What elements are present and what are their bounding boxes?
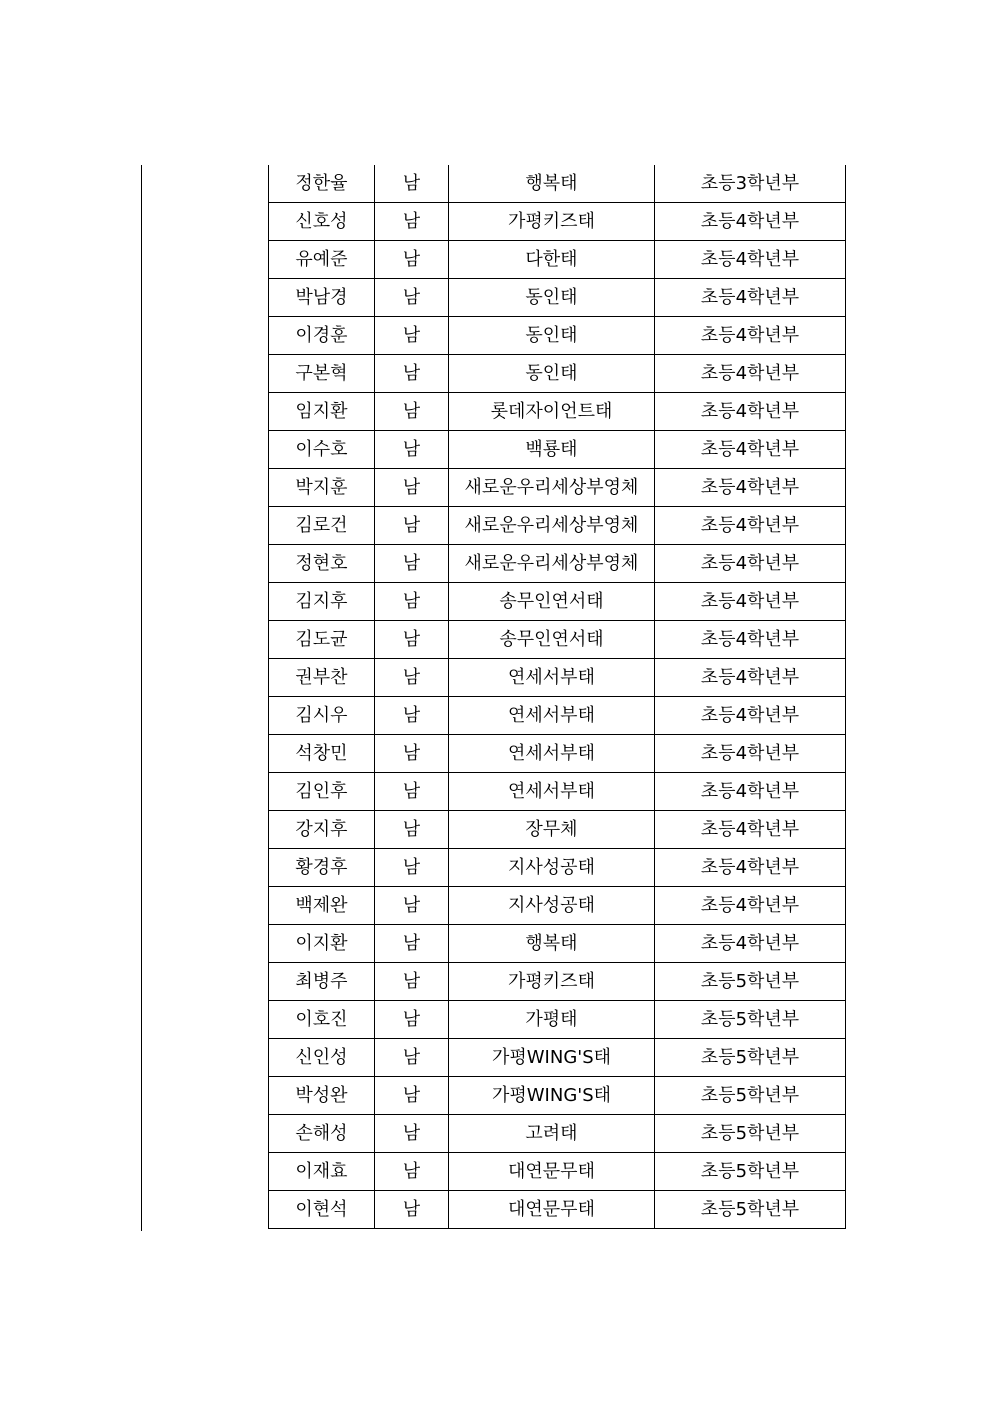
participant-club-cell: 다한태 xyxy=(449,241,655,279)
participant-club-cell: 동인태 xyxy=(449,317,655,355)
table-row xyxy=(269,1077,846,1115)
table-row xyxy=(269,165,846,203)
participant-division-cell: 초등5학년부 xyxy=(655,1001,846,1039)
participant-club-cell: 지사성공태 xyxy=(449,887,655,925)
participant-name-cell: 황경후 xyxy=(269,849,375,887)
participant-division-cell: 초등4학년부 xyxy=(655,203,846,241)
participant-gender-cell: 남 xyxy=(375,431,449,469)
participant-club-cell: 새로운우리세상부영체 xyxy=(449,469,655,507)
participant-club-cell: 새로운우리세상부영체 xyxy=(449,545,655,583)
participant-table-body xyxy=(269,165,846,1229)
participant-division-cell: 초등4학년부 xyxy=(655,925,846,963)
participant-gender-cell: 남 xyxy=(375,545,449,583)
participant-gender-cell: 남 xyxy=(375,811,449,849)
participant-division-cell: 초등5학년부 xyxy=(655,1115,846,1153)
participant-division-cell: 초등5학년부 xyxy=(655,1039,846,1077)
table-row xyxy=(269,241,846,279)
participant-gender-cell: 남 xyxy=(375,507,449,545)
participant-gender-cell: 남 xyxy=(375,241,449,279)
participant-gender-cell: 남 xyxy=(375,1191,449,1229)
participant-division-cell: 초등4학년부 xyxy=(655,849,846,887)
table-row xyxy=(269,735,846,773)
participant-division-cell: 초등5학년부 xyxy=(655,1153,846,1191)
participant-name-cell: 이재효 xyxy=(269,1153,375,1191)
table-row xyxy=(269,203,846,241)
participant-name-cell: 김시우 xyxy=(269,697,375,735)
table-row xyxy=(269,355,846,393)
participant-gender-cell: 남 xyxy=(375,1153,449,1191)
table-row xyxy=(269,1001,846,1039)
participant-club-cell: 가평WING'S태 xyxy=(449,1077,655,1115)
participant-name-cell: 이현석 xyxy=(269,1191,375,1229)
participant-division-cell: 초등4학년부 xyxy=(655,317,846,355)
participant-division-cell: 초등3학년부 xyxy=(655,165,846,203)
table-row xyxy=(269,1115,846,1153)
participant-table xyxy=(268,165,846,1229)
table-row xyxy=(269,545,846,583)
participant-name-cell: 유예준 xyxy=(269,241,375,279)
participant-club-cell: 행복태 xyxy=(449,925,655,963)
participant-club-cell: 연세서부태 xyxy=(449,697,655,735)
participant-name-cell: 구본혁 xyxy=(269,355,375,393)
participant-division-cell: 초등5학년부 xyxy=(655,963,846,1001)
participant-division-cell: 초등4학년부 xyxy=(655,583,846,621)
margin-rule xyxy=(141,165,142,1231)
participant-club-cell: 새로운우리세상부영체 xyxy=(449,507,655,545)
participant-club-cell: 가평키즈태 xyxy=(449,963,655,1001)
table-row xyxy=(269,697,846,735)
participant-club-cell: 가평WING'S태 xyxy=(449,1039,655,1077)
participant-club-cell: 동인태 xyxy=(449,279,655,317)
participant-name-cell: 이경훈 xyxy=(269,317,375,355)
table-row xyxy=(269,317,846,355)
participant-club-cell: 가평태 xyxy=(449,1001,655,1039)
table-row xyxy=(269,507,846,545)
participant-club-cell: 행복태 xyxy=(449,165,655,203)
participant-gender-cell: 남 xyxy=(375,165,449,203)
participant-name-cell: 권부찬 xyxy=(269,659,375,697)
participant-club-cell: 지사성공태 xyxy=(449,849,655,887)
participant-gender-cell: 남 xyxy=(375,1039,449,1077)
participant-division-cell: 초등4학년부 xyxy=(655,393,846,431)
participant-club-cell: 동인태 xyxy=(449,355,655,393)
participant-division-cell: 초등4학년부 xyxy=(655,545,846,583)
table-row xyxy=(269,393,846,431)
participant-gender-cell: 남 xyxy=(375,773,449,811)
table-row xyxy=(269,773,846,811)
participant-division-cell: 초등4학년부 xyxy=(655,659,846,697)
participant-name-cell: 신인성 xyxy=(269,1039,375,1077)
participant-division-cell: 초등4학년부 xyxy=(655,279,846,317)
participant-gender-cell: 남 xyxy=(375,1001,449,1039)
table-row xyxy=(269,659,846,697)
participant-division-cell: 초등5학년부 xyxy=(655,1077,846,1115)
participant-gender-cell: 남 xyxy=(375,355,449,393)
participant-division-cell: 초등4학년부 xyxy=(655,735,846,773)
table-row xyxy=(269,849,846,887)
participant-gender-cell: 남 xyxy=(375,1077,449,1115)
participant-gender-cell: 남 xyxy=(375,697,449,735)
participant-gender-cell: 남 xyxy=(375,1115,449,1153)
table-row xyxy=(269,925,846,963)
participant-name-cell: 김지후 xyxy=(269,583,375,621)
participant-club-cell: 백룡태 xyxy=(449,431,655,469)
table-row xyxy=(269,811,846,849)
participant-name-cell: 임지환 xyxy=(269,393,375,431)
participant-division-cell: 초등4학년부 xyxy=(655,507,846,545)
participant-club-cell: 롯데자이언트태 xyxy=(449,393,655,431)
participant-club-cell: 대연문무태 xyxy=(449,1153,655,1191)
participant-division-cell: 초등4학년부 xyxy=(655,431,846,469)
participant-gender-cell: 남 xyxy=(375,925,449,963)
table-row xyxy=(269,1039,846,1077)
participant-club-cell: 연세서부태 xyxy=(449,659,655,697)
participant-club-cell: 장무체 xyxy=(449,811,655,849)
participant-gender-cell: 남 xyxy=(375,887,449,925)
participant-division-cell: 초등4학년부 xyxy=(655,697,846,735)
participant-gender-cell: 남 xyxy=(375,963,449,1001)
participant-gender-cell: 남 xyxy=(375,659,449,697)
participant-name-cell: 박남경 xyxy=(269,279,375,317)
participant-division-cell: 초등5학년부 xyxy=(655,1191,846,1229)
participant-division-cell: 초등4학년부 xyxy=(655,355,846,393)
table-row xyxy=(269,1153,846,1191)
participant-division-cell: 초등4학년부 xyxy=(655,773,846,811)
participant-name-cell: 이호진 xyxy=(269,1001,375,1039)
participant-club-cell: 송무인연서태 xyxy=(449,621,655,659)
participant-name-cell: 김로건 xyxy=(269,507,375,545)
participant-division-cell: 초등4학년부 xyxy=(655,811,846,849)
table-row xyxy=(269,583,846,621)
participant-club-cell: 가평키즈태 xyxy=(449,203,655,241)
participant-gender-cell: 남 xyxy=(375,203,449,241)
participant-club-cell: 연세서부태 xyxy=(449,773,655,811)
participant-name-cell: 손해성 xyxy=(269,1115,375,1153)
participant-name-cell: 김인후 xyxy=(269,773,375,811)
participant-club-cell: 송무인연서태 xyxy=(449,583,655,621)
participant-name-cell: 김도균 xyxy=(269,621,375,659)
table-row xyxy=(269,963,846,1001)
table-row xyxy=(269,621,846,659)
participant-name-cell: 이수호 xyxy=(269,431,375,469)
table-row xyxy=(269,1191,846,1229)
participant-division-cell: 초등4학년부 xyxy=(655,241,846,279)
participant-name-cell: 석창민 xyxy=(269,735,375,773)
participant-gender-cell: 남 xyxy=(375,279,449,317)
participant-gender-cell: 남 xyxy=(375,735,449,773)
table-row xyxy=(269,279,846,317)
participant-name-cell: 강지후 xyxy=(269,811,375,849)
participant-club-cell: 연세서부태 xyxy=(449,735,655,773)
participant-division-cell: 초등4학년부 xyxy=(655,621,846,659)
participant-name-cell: 이지환 xyxy=(269,925,375,963)
table-row xyxy=(269,431,846,469)
participant-gender-cell: 남 xyxy=(375,583,449,621)
table-row xyxy=(269,469,846,507)
participant-gender-cell: 남 xyxy=(375,621,449,659)
participant-name-cell: 신호성 xyxy=(269,203,375,241)
participant-club-cell: 고려태 xyxy=(449,1115,655,1153)
participant-gender-cell: 남 xyxy=(375,469,449,507)
participant-name-cell: 최병주 xyxy=(269,963,375,1001)
participant-name-cell: 백제완 xyxy=(269,887,375,925)
participant-name-cell: 정한율 xyxy=(269,165,375,203)
participant-name-cell: 정현호 xyxy=(269,545,375,583)
participant-name-cell: 박성완 xyxy=(269,1077,375,1115)
participant-name-cell: 박지훈 xyxy=(269,469,375,507)
participant-club-cell: 대연문무태 xyxy=(449,1191,655,1229)
participant-gender-cell: 남 xyxy=(375,317,449,355)
table-row xyxy=(269,887,846,925)
participant-division-cell: 초등4학년부 xyxy=(655,887,846,925)
participant-gender-cell: 남 xyxy=(375,393,449,431)
participant-gender-cell: 남 xyxy=(375,849,449,887)
participant-division-cell: 초등4학년부 xyxy=(655,469,846,507)
